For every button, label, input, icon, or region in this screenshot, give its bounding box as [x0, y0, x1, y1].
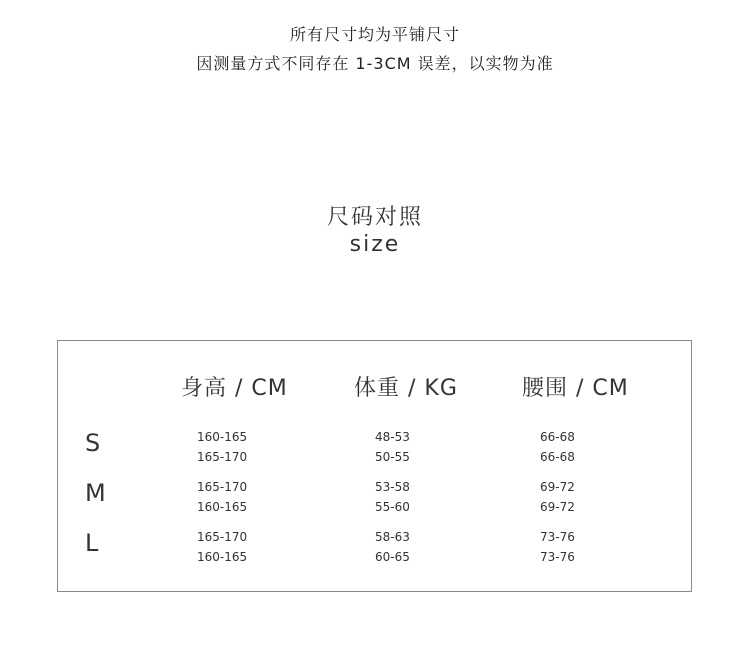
table-cell: 66-68 [540, 430, 575, 444]
table-cell: 48-53 [375, 430, 410, 444]
table-cell: 53-58 [375, 480, 410, 494]
table-cell: 73-76 [540, 550, 575, 564]
table-cell: 165-170 [197, 450, 248, 464]
size-label-l: L [85, 529, 99, 557]
measurement-note: 所有尺寸均为平铺尺寸 [289, 25, 460, 44]
size-table [57, 340, 692, 592]
table-cell: 160-165 [197, 500, 248, 514]
table-cell: 160-165 [197, 550, 248, 564]
waist-column-header: 腰围 / CM [522, 376, 629, 401]
error-margin-note: 因测量方式不同存在 1-3CM 误差，以实物为准 [196, 54, 554, 73]
table-cell: 165-170 [197, 480, 248, 494]
table-cell: 50-55 [375, 450, 410, 464]
size-chart-title: 尺码对照 [326, 205, 423, 230]
size-label-s: S [85, 429, 101, 457]
table-cell: 69-72 [540, 480, 575, 494]
table-cell: 58-63 [375, 530, 410, 544]
size-label-m: M [85, 479, 106, 507]
table-cell: 73-76 [540, 530, 575, 544]
size-chart-subtitle: size [349, 232, 401, 257]
table-cell: 60-65 [375, 550, 410, 564]
height-column-header: 身高 / CM [181, 376, 288, 401]
weight-column-header: 体重 / KG [354, 376, 458, 401]
table-cell: 160-165 [197, 430, 248, 444]
table-cell: 55-60 [375, 500, 410, 514]
table-cell: 165-170 [197, 530, 248, 544]
table-cell: 69-72 [540, 500, 575, 514]
table-cell: 66-68 [540, 450, 575, 464]
